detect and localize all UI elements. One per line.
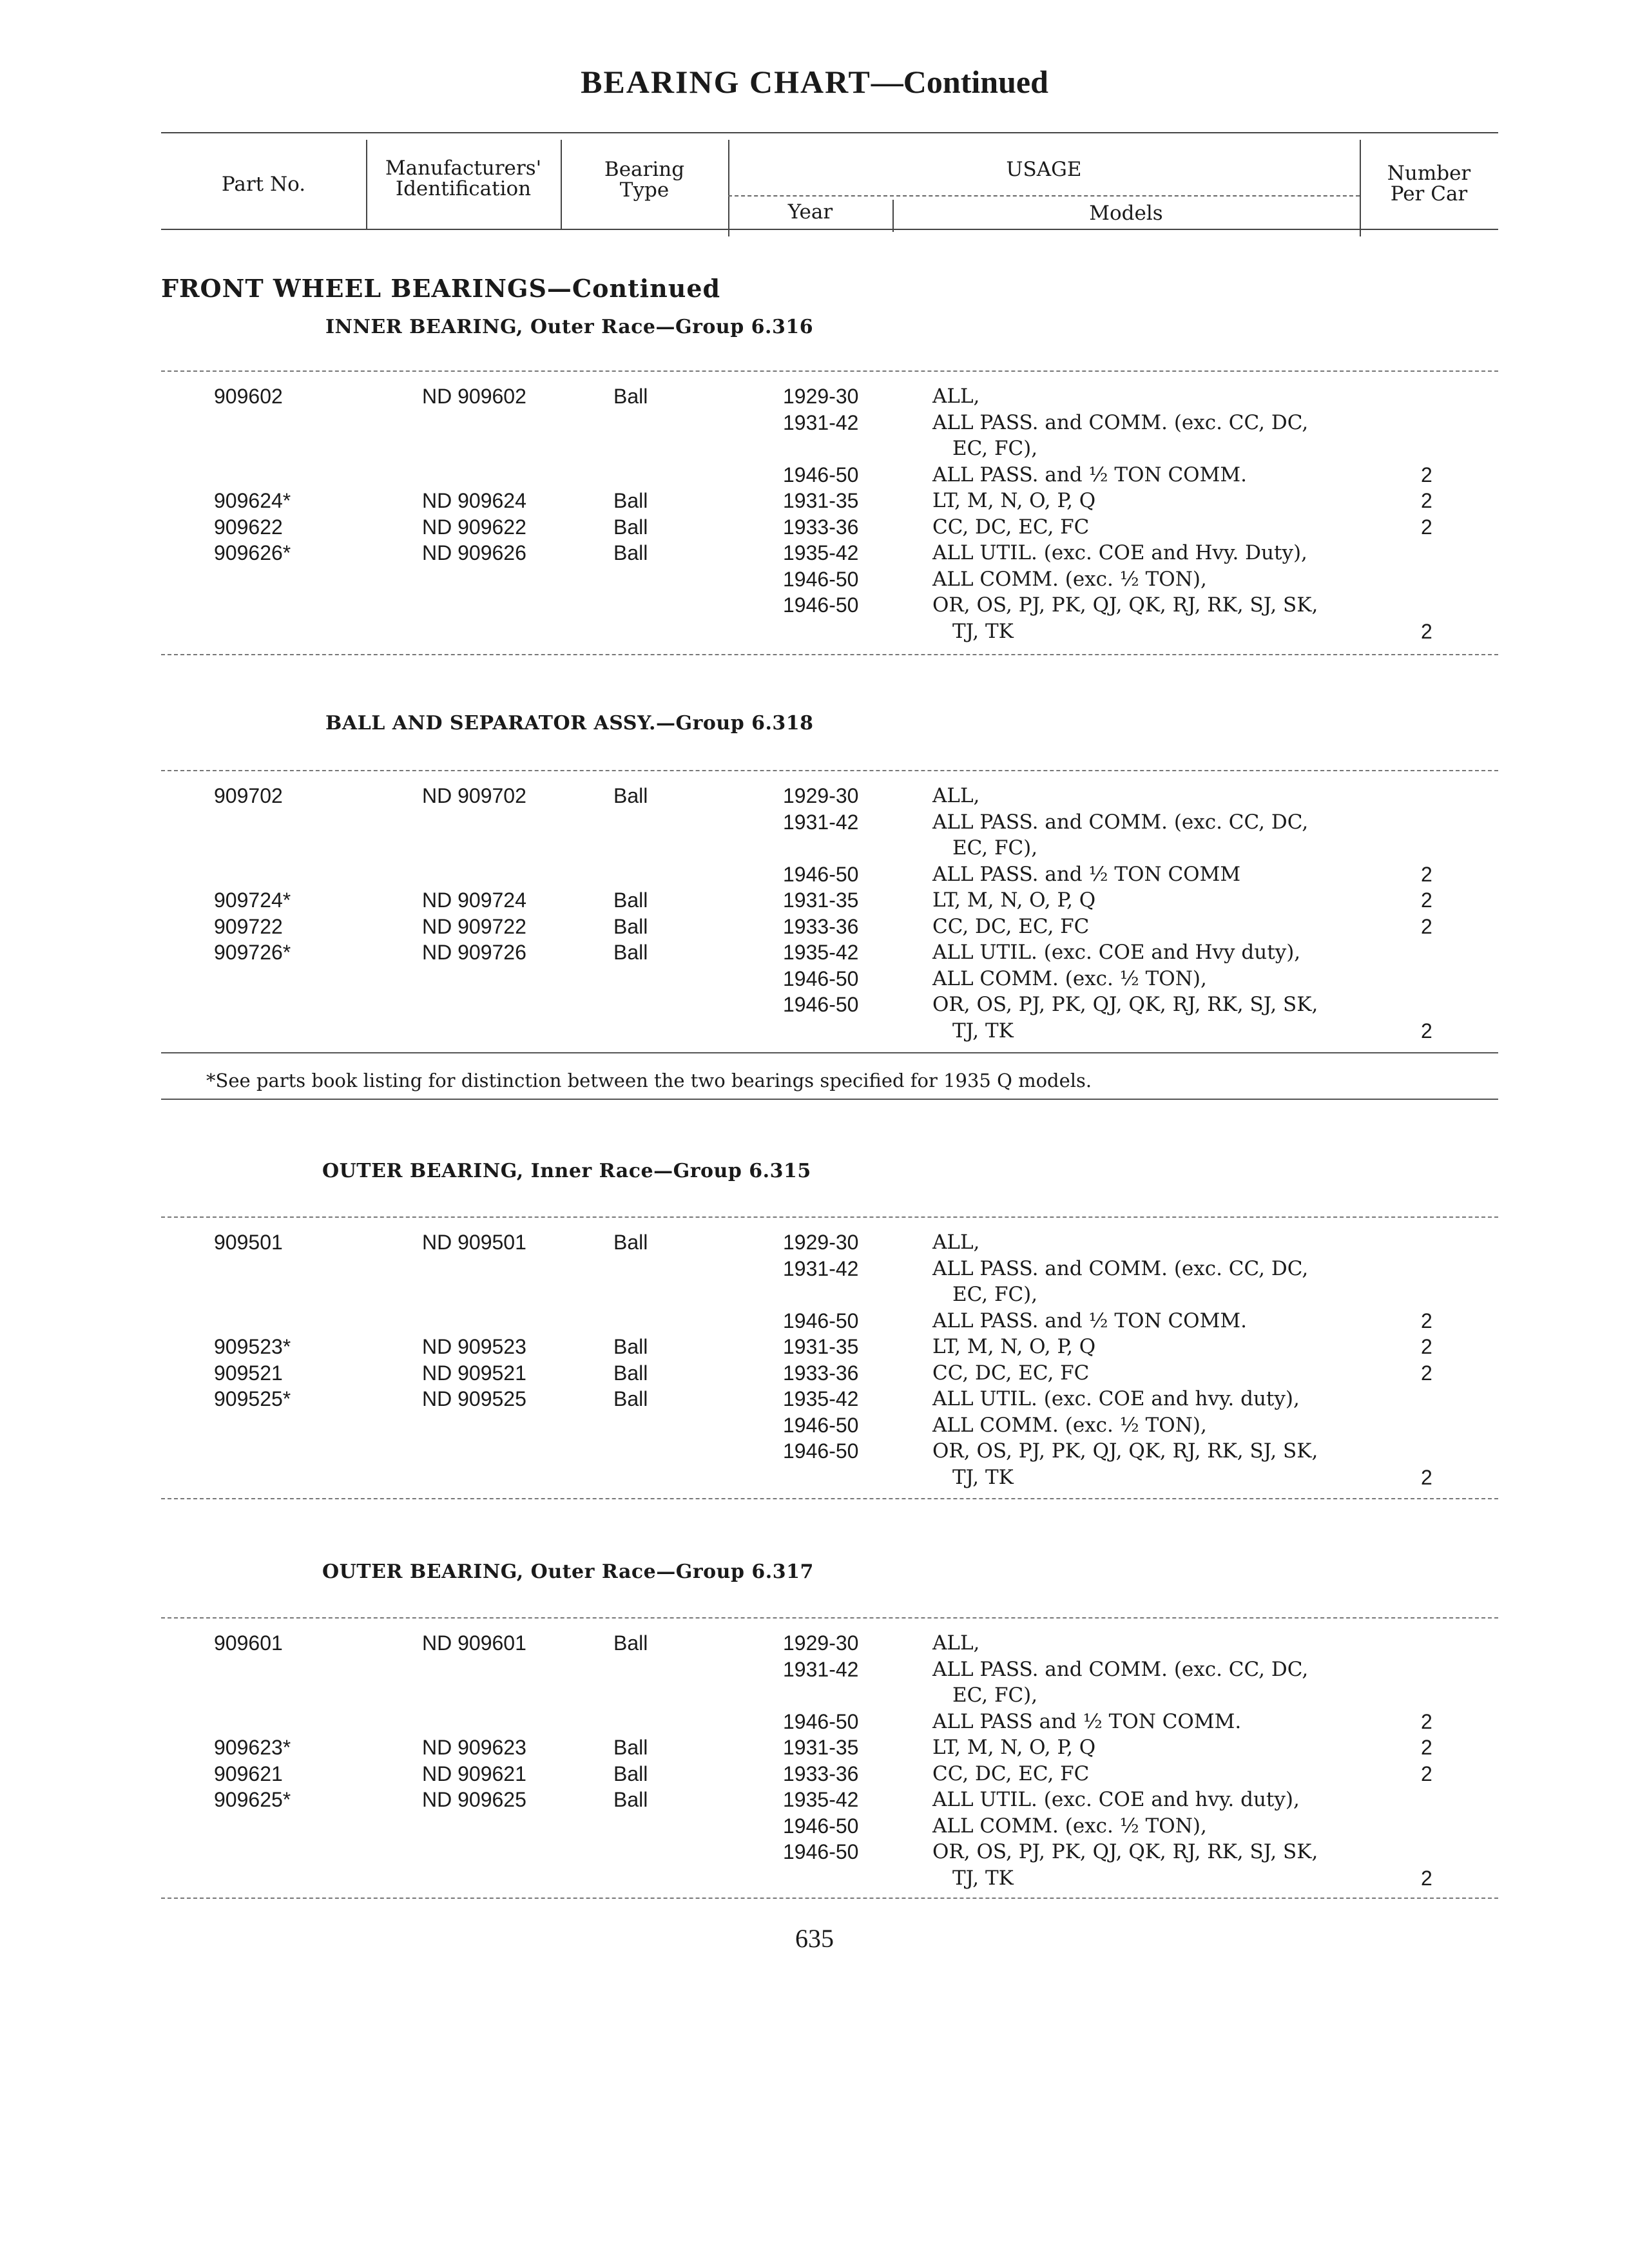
models-cell: TJ, TK (952, 1866, 1014, 1890)
table-row (0, 1335, 1629, 1361)
year-cell: 1946-50 (783, 1814, 859, 1838)
table-row (0, 1414, 1629, 1439)
year-cell: 1931-42 (783, 810, 859, 834)
table-row (0, 1684, 1629, 1709)
models-cell: ALL COMM. (exc. ½ TON), (932, 1814, 1207, 1838)
table-row (0, 863, 1629, 889)
year-cell: 1935-42 (783, 1788, 859, 1811)
table-row (0, 915, 1629, 941)
number-per-car-cell: 2 (1421, 1866, 1432, 1890)
year-cell: 1933-36 (783, 1762, 859, 1785)
models-cell: LT, M, N, O, P, Q (932, 889, 1096, 912)
models-cell: TJ, TK (952, 1465, 1014, 1489)
models-cell: CC, DC, EC, FC (932, 914, 1090, 938)
table-row (0, 836, 1629, 862)
models-cell: TJ, TK (952, 619, 1014, 643)
section-bottom-rule (161, 654, 1498, 655)
header-mfr-line1: Manufacturers' (385, 157, 542, 180)
table-row (0, 411, 1629, 437)
models-cell: ALL PASS. and COMM. (exc. CC, DC, (932, 1657, 1309, 1681)
number-per-car-cell: 2 (1421, 1465, 1432, 1489)
section-bottom-rule (161, 1898, 1498, 1899)
models-cell: ALL UTIL. (exc. COE and hvy. duty), (932, 1387, 1300, 1410)
bearing-type-cell: Ball (613, 1361, 648, 1385)
bearing-type-cell: Ball (613, 1335, 648, 1358)
part-number-cell: 909501 (214, 1231, 283, 1254)
table-row (0, 1762, 1629, 1788)
table-row (0, 437, 1629, 463)
manufacturer-id-cell: ND 909624 (422, 489, 526, 512)
models-cell: LT, M, N, O, P, Q (932, 1335, 1096, 1358)
table-row (0, 784, 1629, 810)
year-cell: 1946-50 (783, 993, 859, 1016)
manufacturer-id-cell: ND 909622 (422, 515, 526, 539)
part-number-cell: 909724* (214, 889, 291, 912)
number-per-car-cell: 2 (1421, 889, 1432, 912)
models-cell: OR, OS, PJ, PK, QJ, QK, RJ, RK, SJ, SK, (932, 593, 1318, 617)
number-per-car-cell: 2 (1421, 1335, 1432, 1358)
table-row (0, 811, 1629, 836)
models-cell: EC, FC), (952, 1684, 1038, 1707)
bearing-type-cell: Ball (613, 1736, 648, 1759)
year-cell: 1929-30 (783, 385, 859, 408)
column-header (161, 132, 1498, 232)
table-row (0, 1788, 1629, 1814)
header-year: Year (787, 200, 833, 224)
year-cell: 1933-36 (783, 914, 859, 938)
page-title-main: BEARING CHART (581, 64, 871, 100)
models-cell: TJ, TK (952, 1019, 1014, 1043)
part-number-cell: 909622 (214, 515, 283, 539)
header-type-line2: Type (619, 178, 670, 202)
table-row (0, 568, 1629, 593)
table-row (0, 941, 1629, 966)
part-number-cell: 909601 (214, 1631, 283, 1655)
year-cell: 1946-50 (783, 463, 859, 486)
models-cell: EC, FC), (952, 437, 1038, 460)
manufacturer-id-cell: ND 909525 (422, 1387, 526, 1410)
bearing-type-cell: Ball (613, 385, 648, 408)
page-title (0, 63, 1629, 101)
manufacturer-id-cell: ND 909621 (422, 1762, 526, 1785)
section-bottom-rule (161, 1498, 1498, 1499)
section-top-rule (161, 1617, 1498, 1619)
part-number-cell: 909525* (214, 1387, 291, 1410)
models-cell: ALL, (932, 1231, 980, 1254)
table-row (0, 541, 1629, 567)
models-cell: ALL UTIL. (exc. COE and hvy. duty), (932, 1788, 1300, 1811)
header-number-line1: Number (1387, 162, 1471, 185)
number-per-car-cell: 2 (1421, 1019, 1432, 1043)
bearing-type-cell: Ball (613, 489, 648, 512)
year-cell: 1946-50 (783, 1709, 859, 1733)
part-number-cell: 909702 (214, 784, 283, 807)
part-number-cell: 909623* (214, 1736, 291, 1759)
bearing-type-cell: Ball (613, 1788, 648, 1811)
models-cell: ALL COMM. (exc. ½ TON), (932, 966, 1207, 990)
manufacturer-id-cell: ND 909625 (422, 1788, 526, 1811)
models-cell: ALL COMM. (exc. ½ TON), (932, 567, 1207, 591)
table-row (0, 489, 1629, 515)
year-cell: 1929-30 (783, 1631, 859, 1655)
number-per-car-cell: 2 (1421, 1709, 1432, 1733)
part-number-cell: 909722 (214, 914, 283, 938)
table-row (0, 1867, 1629, 1892)
models-cell: ALL PASS. and COMM. (exc. CC, DC, (932, 1256, 1309, 1280)
models-cell: ALL PASS and ½ TON COMM. (932, 1709, 1242, 1733)
year-cell: 1946-50 (783, 1413, 859, 1437)
bearing-type-cell: Ball (613, 914, 648, 938)
year-cell: 1931-35 (783, 489, 859, 512)
models-cell: EC, FC), (952, 1283, 1038, 1306)
front-wheel-heading: FRONT WHEEL BEARINGS—Continued (161, 274, 721, 303)
number-per-car-cell: 2 (1421, 1361, 1432, 1385)
bearing-type-cell: Ball (613, 889, 648, 912)
manufacturer-id-cell: ND 909523 (422, 1335, 526, 1358)
part-number-cell: 909621 (214, 1762, 283, 1785)
bearing-type-cell: Ball (613, 784, 648, 807)
table-row (0, 1814, 1629, 1840)
section-top-rule (161, 370, 1498, 372)
models-cell: ALL UTIL. (exc. COE and Hvy. Duty), (932, 541, 1307, 564)
table-row (0, 385, 1629, 410)
table-row (0, 889, 1629, 914)
manufacturer-id-cell: ND 909601 (422, 1631, 526, 1655)
manufacturer-id-cell: ND 909726 (422, 941, 526, 964)
year-cell: 1931-42 (783, 1657, 859, 1681)
year-cell: 1929-30 (783, 784, 859, 807)
section-top-rule (161, 1216, 1498, 1218)
year-cell: 1931-42 (783, 1256, 859, 1280)
manufacturer-id-cell: ND 909501 (422, 1231, 526, 1254)
models-cell: OR, OS, PJ, PK, QJ, QK, RJ, RK, SJ, SK, (932, 1840, 1318, 1863)
bearing-type-cell: Ball (613, 1631, 648, 1655)
year-cell: 1931-35 (783, 1736, 859, 1759)
models-cell: CC, DC, EC, FC (932, 1361, 1090, 1385)
bearing-type-cell: Ball (613, 941, 648, 964)
models-cell: ALL PASS. and COMM. (exc. CC, DC, (932, 410, 1309, 434)
table-row (0, 1019, 1629, 1045)
header-usage: USAGE (1006, 158, 1082, 181)
table-row (0, 1439, 1629, 1465)
number-per-car-cell: 2 (1421, 619, 1432, 643)
part-number-cell: 909602 (214, 385, 283, 408)
section-heading: INNER BEARING, Outer Race—Group 6.316 (325, 316, 814, 338)
manufacturer-id-cell: ND 909722 (422, 914, 526, 938)
manufacturer-id-cell: ND 909602 (422, 385, 526, 408)
table-row (0, 1736, 1629, 1762)
models-cell: ALL PASS. and ½ TON COMM. (932, 1309, 1247, 1332)
number-per-car-cell: 2 (1421, 914, 1432, 938)
models-cell: ALL, (932, 385, 980, 408)
models-cell: OR, OS, PJ, PK, QJ, QK, RJ, RK, SJ, SK, (932, 993, 1318, 1016)
number-per-car-cell: 2 (1421, 463, 1432, 486)
models-cell: ALL, (932, 1631, 980, 1655)
year-cell: 1929-30 (783, 1231, 859, 1254)
table-row (0, 1658, 1629, 1684)
manufacturer-id-cell: ND 909702 (422, 784, 526, 807)
table-row (0, 1283, 1629, 1309)
header-mfr-line2: Identification (395, 177, 532, 200)
table-row (0, 1710, 1629, 1736)
year-cell: 1935-42 (783, 1387, 859, 1410)
part-number-cell: 909624* (214, 489, 291, 512)
part-number-cell: 909521 (214, 1361, 283, 1385)
manufacturer-id-cell: ND 909626 (422, 541, 526, 564)
table-row (0, 463, 1629, 489)
number-per-car-cell: 2 (1421, 489, 1432, 512)
part-number-cell: 909626* (214, 541, 291, 564)
year-cell: 1946-50 (783, 1309, 859, 1332)
models-cell: CC, DC, EC, FC (932, 515, 1090, 539)
footnote: *See parts book listing for distinction between the two bearings specified for 1935 Q models. (206, 1070, 1092, 1091)
part-number-cell: 909726* (214, 941, 291, 964)
page-number: 635 (795, 1924, 834, 1953)
table-row (0, 967, 1629, 993)
models-cell: LT, M, N, O, P, Q (932, 489, 1096, 512)
header-part-no: Part No. (221, 173, 306, 196)
year-cell: 1946-50 (783, 1439, 859, 1463)
page-title-continued: —Continued (871, 64, 1048, 100)
manufacturer-id-cell: ND 909724 (422, 889, 526, 912)
year-cell: 1935-42 (783, 941, 859, 964)
models-cell: LT, M, N, O, P, Q (932, 1736, 1096, 1759)
year-cell: 1946-50 (783, 593, 859, 617)
models-cell: ALL, (932, 784, 980, 807)
models-cell: EC, FC), (952, 836, 1038, 860)
section-bottom-rule (161, 1052, 1498, 1053)
table-row (0, 1361, 1629, 1387)
table-row (0, 515, 1629, 541)
models-cell: ALL PASS. and ½ TON COMM. (932, 463, 1247, 486)
number-per-car-cell: 2 (1421, 1309, 1432, 1332)
table-row (0, 1840, 1629, 1866)
number-per-car-cell: 2 (1421, 515, 1432, 539)
year-cell: 1933-36 (783, 515, 859, 539)
table-row (0, 1631, 1629, 1657)
header-number-line2: Per Car (1390, 182, 1468, 206)
models-cell: OR, OS, PJ, PK, QJ, QK, RJ, RK, SJ, SK, (932, 1439, 1318, 1463)
year-cell: 1931-35 (783, 1335, 859, 1358)
section-heading: OUTER BEARING, Outer Race—Group 6.317 (322, 1561, 814, 1583)
year-cell: 1931-42 (783, 410, 859, 434)
bearing-type-cell: Ball (613, 515, 648, 539)
models-cell: ALL PASS. and ½ TON COMM (932, 862, 1241, 886)
bearing-type-cell: Ball (613, 1387, 648, 1410)
table-row (0, 620, 1629, 646)
manufacturer-id-cell: ND 909521 (422, 1361, 526, 1385)
number-per-car-cell: 2 (1421, 1736, 1432, 1759)
part-number-cell: 909523* (214, 1335, 291, 1358)
table-row (0, 1257, 1629, 1283)
number-per-car-cell: 2 (1421, 1762, 1432, 1785)
part-number-cell: 909625* (214, 1788, 291, 1811)
section-heading: BALL AND SEPARATOR ASSY.—Group 6.318 (325, 712, 814, 735)
models-cell: ALL UTIL. (exc. COE and Hvy duty), (932, 941, 1301, 964)
year-cell: 1931-35 (783, 889, 859, 912)
table-row (0, 1387, 1629, 1413)
year-cell: 1946-50 (783, 1840, 859, 1863)
year-cell: 1933-36 (783, 1361, 859, 1385)
number-per-car-cell: 2 (1421, 862, 1432, 886)
table-row (0, 1231, 1629, 1256)
section-top-rule (161, 770, 1498, 771)
header-models: Models (1089, 202, 1163, 225)
bearing-type-cell: Ball (613, 1762, 648, 1785)
bearing-type-cell: Ball (613, 541, 648, 564)
table-row (0, 993, 1629, 1019)
models-cell: ALL PASS. and COMM. (exc. CC, DC, (932, 810, 1309, 834)
year-cell: 1935-42 (783, 541, 859, 564)
models-cell: CC, DC, EC, FC (932, 1762, 1090, 1785)
year-cell: 1946-50 (783, 567, 859, 591)
year-cell: 1946-50 (783, 966, 859, 990)
header-type-line1: Bearing (604, 158, 685, 181)
section-heading: OUTER BEARING, Inner Race—Group 6.315 (322, 1160, 811, 1182)
models-cell: ALL COMM. (exc. ½ TON), (932, 1413, 1207, 1437)
table-row (0, 1466, 1629, 1492)
table-row (0, 593, 1629, 619)
bearing-type-cell: Ball (613, 1231, 648, 1254)
year-cell: 1946-50 (783, 862, 859, 886)
table-row (0, 1309, 1629, 1335)
manufacturer-id-cell: ND 909623 (422, 1736, 526, 1759)
